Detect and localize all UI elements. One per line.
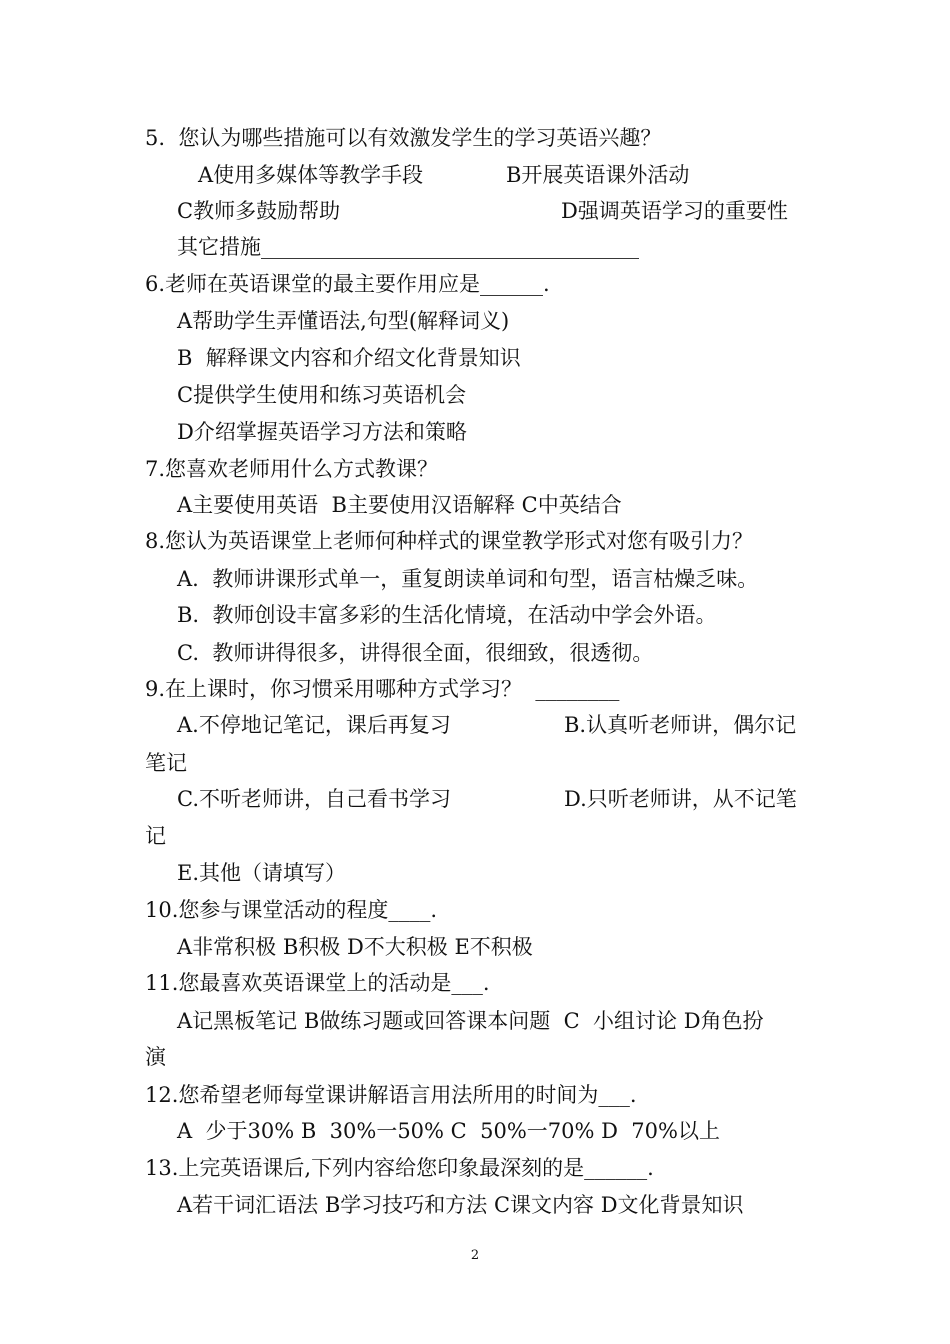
q5-option-a: A使用多媒体等教学手段 [198,163,424,187]
question-11-text: 11.您最喜欢英语课堂上的活动是___. [145,971,490,995]
q7-options: A主要使用英语 B主要使用汉语解释 C中英结合 [177,493,622,517]
q6-option-b: B 解释课文内容和介绍文化背景知识 [177,346,521,370]
page-number: 2 [470,1248,480,1263]
question-13-text: 13.上完英语课后,下列内容给您印象最深刻的是______. [145,1156,654,1180]
q5-option-b: B开展英语课外活动 [506,163,690,187]
q8-option-b: B. 教师创设丰富多彩的生活化情境，在活动中学会外语。 [177,603,717,627]
q9-option-a: A.不停地记笔记，课后再复习 [177,713,451,737]
q8-option-c: C. 教师讲得很多，讲得很全面，很细致，很透彻。 [177,641,654,665]
q5-other-measures: 其它措施____________________________________ [177,235,639,259]
q9-option-c: C.不听老师讲，自己看书学习 [177,787,451,811]
q11-options: A记黑板笔记 B做练习题或回答课本问题 C 小组讨论 D角色扮 [177,1009,764,1033]
q9-option-b: B.认真听老师讲，偶尔记 [564,713,797,737]
q5-option-d: D强调英语学习的重要性 [561,199,788,223]
q6-option-d: D介绍掌握英语学习方法和策略 [177,420,467,444]
question-10-text: 10.您参与课堂活动的程度____. [145,898,438,922]
question-9-text: 9.在上课时，你习惯采用哪种方式学习？ ________ [145,677,620,701]
q9-option-d-continued: 记 [145,824,166,848]
question-5-text: 5. 您认为哪些措施可以有效激发学生的学习英语兴趣？ [145,126,662,150]
q9-option-b-continued: 笔记 [145,751,187,775]
q12-options: A 少于30% B 30%一50% C 50%一70% D 70%以上 [177,1119,720,1143]
question-6-text: 6.老师在英语课堂的最主要作用应是______. [145,272,550,296]
q9-option-d: D.只听老师讲，从不记笔 [564,787,797,811]
q8-option-a: A. 教师讲课形式单一，重复朗读单词和句型，语言枯燥乏味。 [177,567,759,591]
q10-options: A非常积极 B积极 D不大积极 E不积极 [177,935,533,959]
q13-options: A若干词汇语法 B学习技巧和方法 C课文内容 D文化背景知识 [177,1193,744,1217]
question-12-text: 12.您希望老师每堂课讲解语言用法所用的时间为___. [145,1083,637,1107]
q6-option-a: A帮助学生弄懂语法,句型(解释词义) [177,309,510,333]
q6-option-c: C提供学生使用和练习英语机会 [177,383,467,407]
q9-option-e: E.其他（请填写） [177,861,347,885]
q5-option-c: C教师多鼓励帮助 [177,199,341,223]
question-7-text: 7.您喜欢老师用什么方式教课？ [145,457,439,481]
question-8-text: 8.您认为英语课堂上老师何种样式的课堂教学形式对您有吸引力？ [145,529,754,553]
q11-options-continued: 演 [145,1045,166,1069]
